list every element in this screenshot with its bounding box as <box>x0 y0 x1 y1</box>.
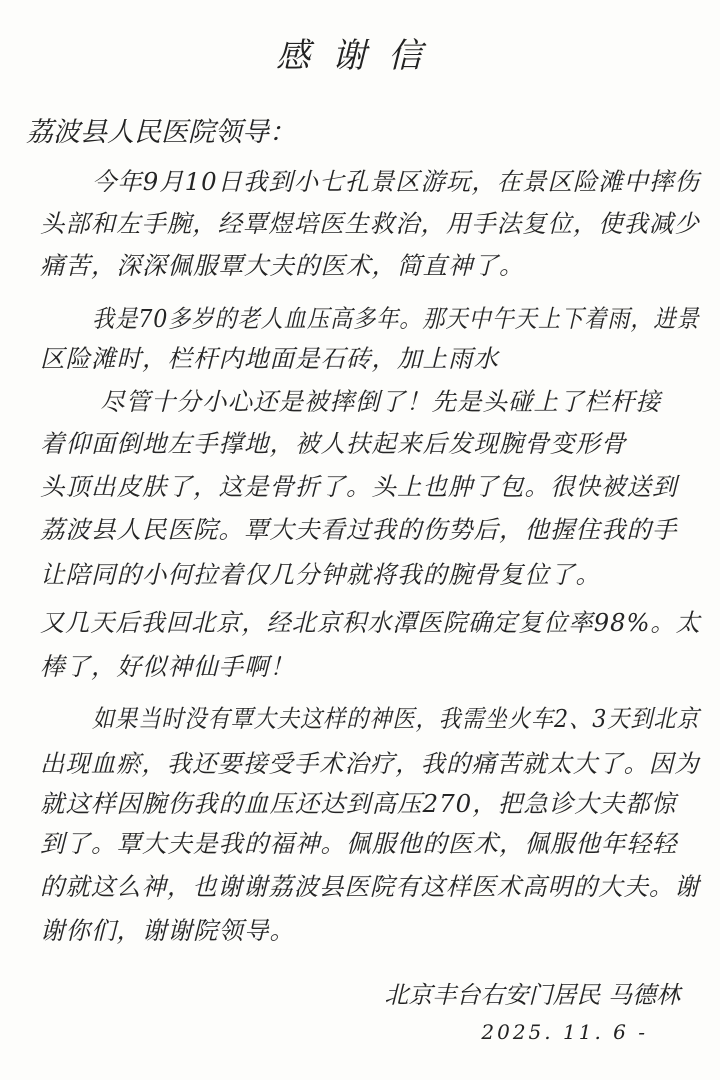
letter-line: 着仰面倒地左手撑地，被人扶起来后发现腕骨变形骨 <box>40 429 627 458</box>
letter-line: 到了。覃大夫是我的福神。佩服他的医术，佩服他年轻轻 <box>40 829 678 858</box>
letter-salutation: 荔波县人民医院领导： <box>26 117 296 148</box>
letter-line: 头顶出皮肤了，这是骨折了。头上也肿了包。很快被送到 <box>40 472 678 501</box>
letter-line: 如果当时没有覃大夫这样的神医，我需坐火车2、3天到北京 <box>92 704 700 733</box>
letter-line: 的就这么神，也谢谢荔波县医院有这样医术高明的大夫。谢 <box>40 872 700 901</box>
letter-line: 棒了，好似神仙手啊！ <box>40 652 295 681</box>
letter-line: 让陪同的小何拉着仅几分钟就将我的腕骨复位了。 <box>40 560 601 589</box>
letter-signature: 北京丰台右安门居民 马德林 <box>384 981 680 1009</box>
letter-line: 尽管十分小心还是被摔倒了！先是头碰上了栏杆接 <box>100 387 661 416</box>
letter-line: 出现血瘀，我还要接受手术治疗，我的痛苦就太大了。因为 <box>40 749 700 778</box>
letter-line: 我是70多岁的老人血压高多年。那天中午天上下着雨，进景 <box>92 304 700 333</box>
letter-line: 荔波县人民医院。覃大夫看过我的伤势后，他握住我的手 <box>40 515 678 544</box>
letter-title: 感谢信 <box>276 36 444 76</box>
letter-line: 头部和左手腕，经覃煜培医生救治，用手法复位，使我减少 <box>40 209 700 238</box>
letter-line: 谢你们，谢谢院领导。 <box>40 916 295 945</box>
letter-line: 今年9月10日我到小七孔景区游玩，在景区险滩中摔伤 <box>92 167 700 196</box>
letter-line: 区险滩时，栏杆内地面是石砖，加上雨水 <box>40 344 499 373</box>
letter-line: 痛苦，深深佩服覃大夫的医术，简直神了。 <box>40 251 525 280</box>
letter-line: 又几天后我回北京，经北京积水潭医院确定复位率98%。太 <box>40 608 701 637</box>
letter-date: 2025. 11. 6 - <box>481 1020 648 1044</box>
letter-line: 就这样因腕伤我的血压还达到高压270，把急诊大夫都惊 <box>40 789 677 818</box>
